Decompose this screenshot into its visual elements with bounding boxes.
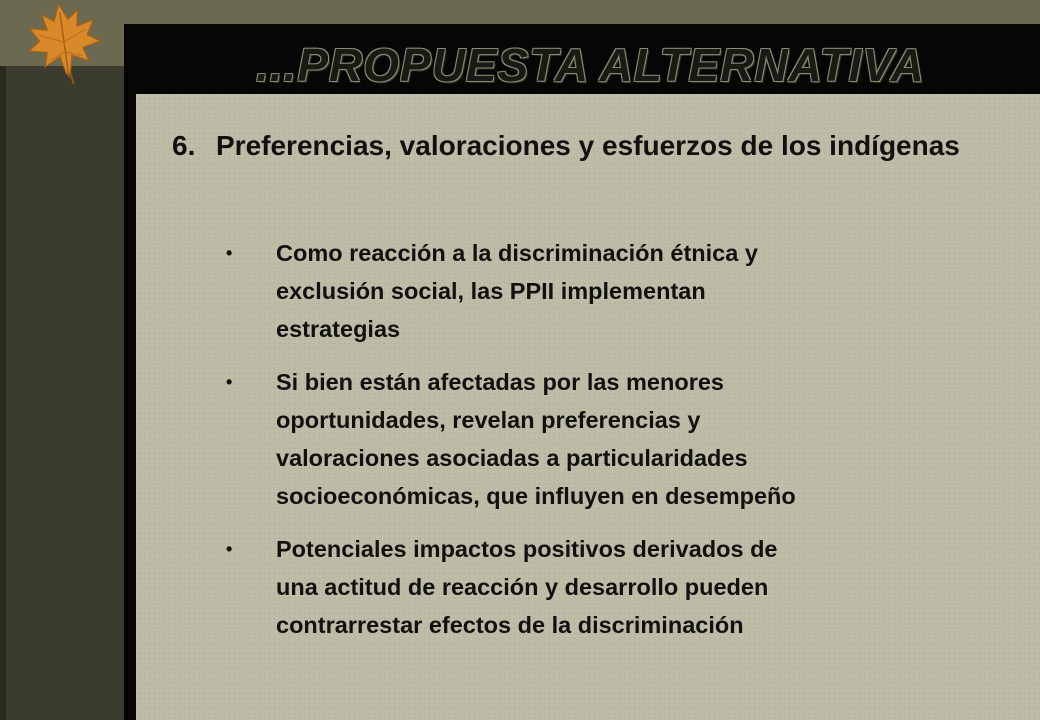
bullet-item — [226, 363, 1006, 515]
left-edge-strip — [0, 66, 6, 720]
bullet-marker: • — [226, 372, 233, 392]
section-heading — [172, 128, 992, 164]
bullet-line: oportunidades, revelan preferencias y — [276, 407, 701, 433]
bullet-item — [226, 530, 1006, 644]
bullet-list — [226, 234, 1006, 659]
maple-leaf-icon — [8, 0, 120, 84]
bullet-text — [276, 234, 1006, 348]
bullet-line: una actitud de reacción y desarrollo pueden — [276, 574, 769, 600]
heading-text: Preferencias, valoraciones y esfuerzos de los indígenas — [216, 130, 960, 161]
bullet-marker: • — [226, 539, 233, 559]
bullet-text — [276, 363, 1006, 515]
heading-number: 6. — [172, 130, 196, 161]
bullet-item — [226, 234, 1006, 348]
bullet-line: Potenciales impactos positivos derivados de — [276, 536, 778, 562]
bullet-line: Si bien están afectadas por las menores — [276, 369, 724, 395]
bullet-line: exclusión social, las PPII implementan — [276, 278, 706, 304]
bullet-line: Como reacción a la discriminación étnica y — [276, 240, 758, 266]
bullet-marker: • — [226, 243, 233, 263]
bullet-line: estrategias — [276, 316, 401, 342]
bullet-line: valoraciones asociadas a particularidades — [276, 445, 748, 471]
slide-title: ...PROPUESTA ALTERNATIVA — [256, 39, 925, 91]
bullet-text — [276, 530, 1006, 644]
left-border-band — [0, 0, 128, 720]
bullet-line: contrarrestar efectos de la discriminación — [276, 612, 744, 638]
bullet-line: socioeconómicas, que influyen en desempeño — [276, 483, 796, 509]
